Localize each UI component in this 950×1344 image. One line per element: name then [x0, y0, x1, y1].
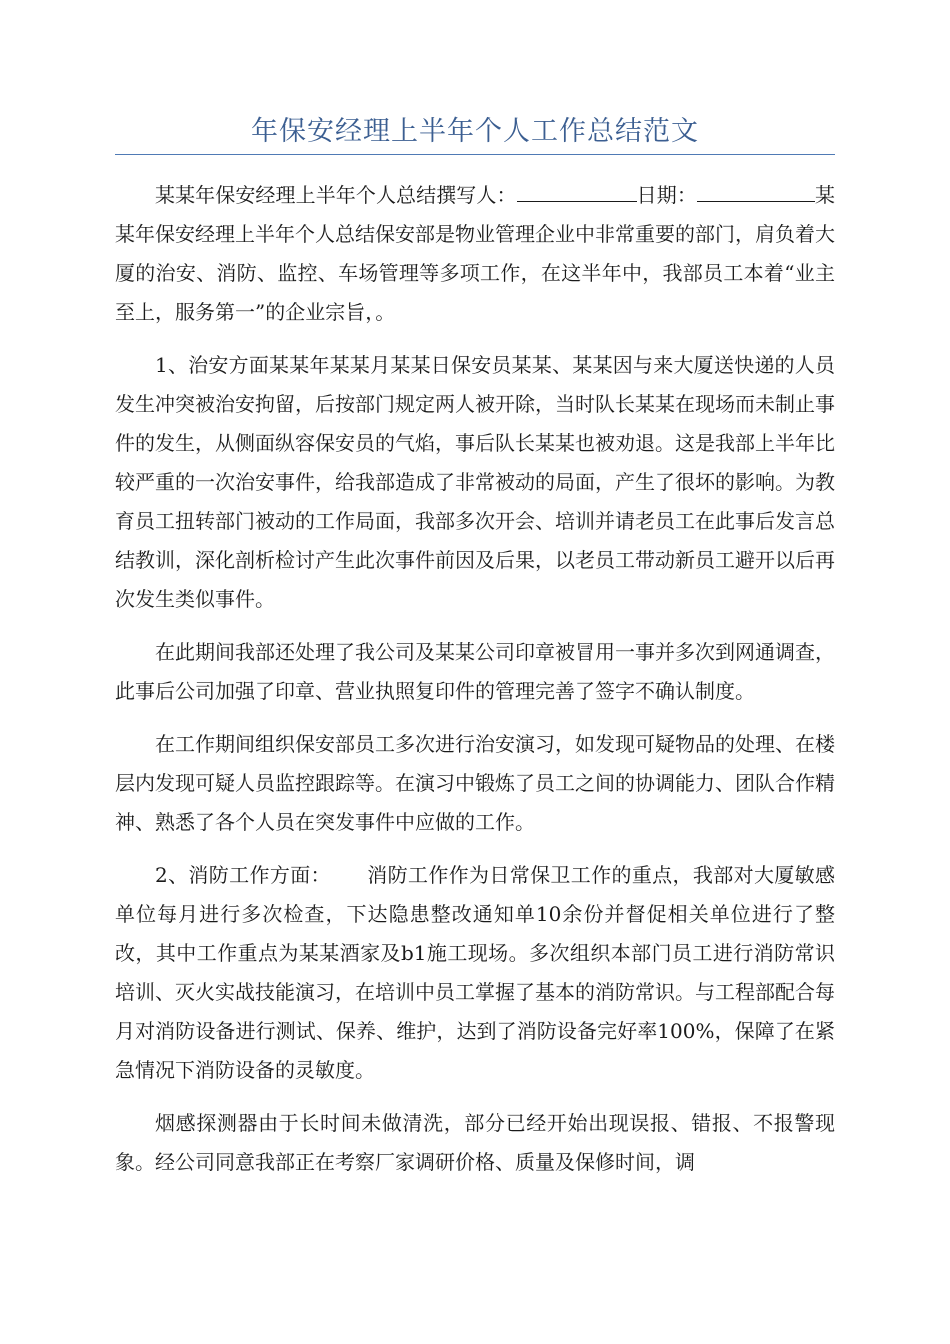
fire-text: 消防工作作为日常保卫工作的重点，我部对大厦敏感单位每月进行多次检查，下达隐患整改通知单10余份并督促相关单位进行了整改，其中工作重点为某某酒家及b1施工现场。多次组织本部门员工进行消防常识培训、灭火实战技能演习，在培训中员工掌握了基本的消防常识。与工程部配合每月对消防设备进行测试、保养、维护，达到了消防设备完好率100%，保障了在紧急情况下消防设备的灵敏度。	[115, 863, 836, 1082]
fire-heading: 2、消防工作方面：	[155, 863, 331, 887]
date-blank	[697, 179, 815, 202]
intro-rest: 某某年保安经理上半年个人总结保安部是物业管理企业中非常重要的部门，肩负着大厦的治安、消防、监控、车场管理等多项工作，在这半年中，我部员工本着“业主至上，服务第一”的企业宗旨，。	[115, 183, 836, 324]
author-blank	[517, 179, 637, 202]
paragraph-smoke-detectors: 烟感探测器由于长时间未做清洗，部分已经开始出现误报、错报、不报警现象。经公司同意我部正在考察厂家调研价格、质量及保修时间，调	[115, 1111, 835, 1174]
paragraph-intro	[115, 176, 835, 332]
paragraph-seal-incident: 在此期间我部还处理了我公司及某某公司印章被冒用一事并多次到网通调查，此事后公司加强了印章、营业执照复印件的管理完善了签字不确认制度。	[115, 640, 835, 703]
document-body	[115, 176, 835, 1196]
paragraph-fire-safety	[115, 856, 835, 1090]
intro-lead: 某某年保安经理上半年个人总结撰写人：	[155, 183, 517, 207]
date-label: 日期：	[636, 183, 697, 207]
paragraph-drills: 在工作期间组织保安部员工多次进行治安演习，如发现可疑物品的处理、在楼层内发现可疑人员监控跟踪等。在演习中锻炼了员工之间的协调能力、团队合作精神、熟悉了各个人员在突发事件中应做的工作。	[115, 732, 835, 834]
title-underline	[115, 154, 835, 155]
document-title: 年保安经理上半年个人工作总结范文	[251, 116, 699, 147]
paragraph-security: 1、治安方面某某年某某月某某日保安员某某、某某因与来大厦送快递的人员发生冲突被治安拘留，后按部门规定两人被开除，当时队长某某在现场而未制止事件的发生，从侧面纵容保安员的气焰，事后队长某某也被劝退。这是我部上半年比较严重的一次治安事件，给我部造成了非常被动的局面，产生了很坏的影响。为教育员工扭转部门被动的工作局面，我部多次开会、培训并请老员工在此事后发言总结教训，深化剖析检讨产生此次事件前因及后果，以老员工带动新员工避开以后再次发生类似事件。	[115, 353, 835, 611]
